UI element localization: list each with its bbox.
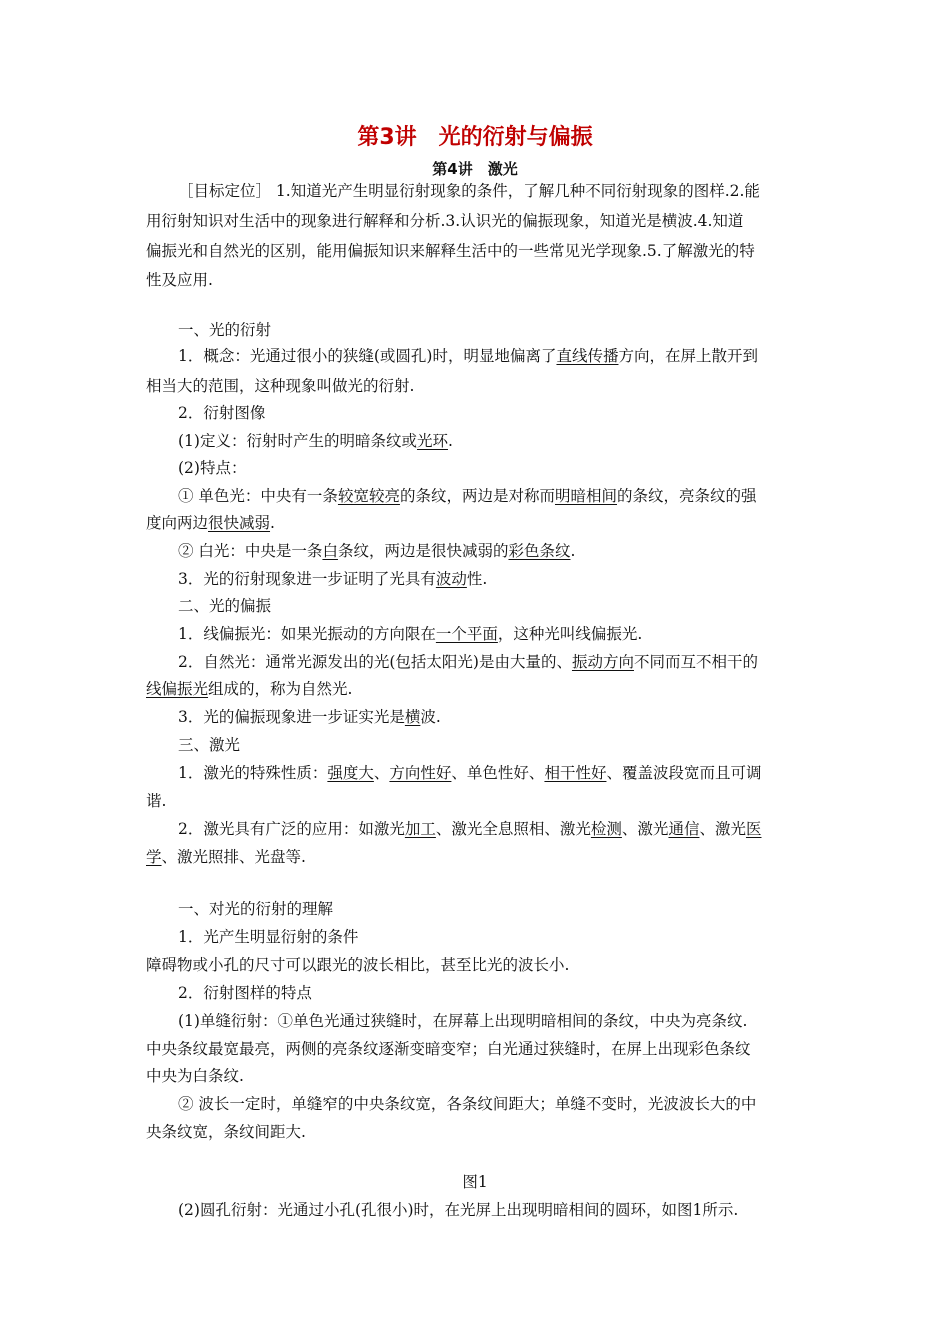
goal-line-3: 偏振光和自然光的区别，能用偏振知识来解释生活中的一些常见光学现象.5.了解激光的特 xyxy=(146,242,755,260)
transverse-wave-line: 3．光的偏振现象进一步证实光是横波. xyxy=(178,708,441,726)
single-slit-line-5: 央条纹宽，条纹间距大. xyxy=(146,1123,306,1141)
goal-line-4: 性及应用. xyxy=(146,271,213,289)
single-slit-line-3: 中央为白条纹. xyxy=(146,1067,244,1085)
diffraction-image-heading: 2．衍射图像 xyxy=(178,404,266,422)
linear-polarized-line: 1．线偏振光：如果光振动的方向限在一个平面，这种光叫线偏振光. xyxy=(178,625,643,643)
natural-light-line-2: 线偏振光组成的，称为自然光. xyxy=(146,680,353,698)
goal-line-1: ［目标定位］ 1.知道光产生明显衍射现象的条件，了解几种不同衍射现象的图样.2.能 xyxy=(178,182,760,200)
page-title: 第3讲 光的衍射与偏振 xyxy=(357,125,593,150)
condition-heading: 1．光产生明显衍射的条件 xyxy=(178,928,359,946)
blank-answer: 线偏振光 xyxy=(146,680,209,698)
blank-answer: 振动方向 xyxy=(571,653,634,671)
page-subtitle: 第4讲 激光 xyxy=(432,160,518,178)
blank-answer: 白 xyxy=(322,542,338,560)
natural-light-line: 2．自然光：通常光源发出的光(包括太阳光)是由大量的、振动方向不同而互不相干的 xyxy=(178,653,758,671)
blank-answer: 医 xyxy=(745,820,762,838)
wave-nature-line: 3．光的衍射现象进一步证明了光具有波动性. xyxy=(178,570,488,588)
blank-answer: 直线传播 xyxy=(556,347,619,365)
laser-applications-line-2: 学、激光照排、光盘等. xyxy=(146,848,306,866)
blank-answer: 一个平面 xyxy=(435,625,498,643)
blank-answer: 彩色条纹 xyxy=(508,542,571,560)
blank-answer: 通信 xyxy=(668,820,700,838)
blank-answer: 方向性好 xyxy=(389,764,452,782)
blank-answer: 相干性好 xyxy=(544,764,607,782)
concept-line-2: 相当大的范围，这种现象叫做光的衍射. xyxy=(146,377,415,395)
section-polarization-heading: 二、光的偏振 xyxy=(178,597,272,615)
blank-answer: 学 xyxy=(146,848,162,866)
blank-answer: 波动 xyxy=(435,570,467,588)
blank-answer: 强度大 xyxy=(327,764,374,782)
blank-answer: 加工 xyxy=(404,820,436,838)
single-slit-line-2: 中央条纹最宽最亮，两侧的亮条纹逐渐变暗变窄；白光通过狭缝时，在屏上出现彩色条纹 xyxy=(146,1040,751,1058)
single-slit-line-1: (1)单缝衍射：①单色光通过狭缝时，在屏幕上出现明暗相间的条纹，中央为亮条纹. xyxy=(178,1012,748,1030)
blank-answer: 较宽较亮 xyxy=(337,487,400,505)
laser-properties-line: 1．激光的特殊性质：强度大、方向性好、单色性好、相干性好、覆盖波段宽而且可调 xyxy=(178,764,762,782)
mono-light-line: ① 单色光：中央有一条较宽较亮的条纹，两边是对称而明暗相间的条纹，亮条纹的强 xyxy=(178,487,757,505)
goal-line-2: 用衍射知识对生活中的现象进行解释和分析.3.认识光的偏振现象，知道光是横波.4.知道 xyxy=(146,212,744,230)
section-understanding-heading: 一、对光的衍射的理解 xyxy=(178,900,334,918)
section-diffraction-heading: 一、光的衍射 xyxy=(178,321,272,339)
blank-answer: 横 xyxy=(404,708,421,726)
pattern-features-heading: 2．衍射图样的特点 xyxy=(178,984,312,1002)
laser-applications-line: 2．激光具有广泛的应用：如激光加工、激光全息照相、激光检测、激光通信、激光医 xyxy=(178,820,762,838)
figure-caption: 图1 xyxy=(462,1173,488,1191)
blank-answer: 检测 xyxy=(590,820,622,838)
circular-hole-line: (2)圆孔衍射：光通过小孔(孔很小)时，在光屏上出现明暗相间的圆环，如图1所示. xyxy=(178,1201,739,1219)
single-slit-line-4: ② 波长一定时，单缝窄的中央条纹宽，各条纹间距大；单缝不变时，光波波长大的中 xyxy=(178,1095,757,1113)
laser-properties-line-2: 谐. xyxy=(146,792,167,810)
definition-line: (1)定义：衍射时产生的明暗条纹或光环. xyxy=(178,432,453,450)
concept-line: 1．概念：光通过很小的狭缝(或圆孔)时，明显地偏离了直线传播方向，在屏上散开到 xyxy=(178,347,758,365)
blank-answer: 很快减弱 xyxy=(208,514,271,532)
condition-body: 障碍物或小孔的尺寸可以跟光的波长相比，甚至比光的波长小. xyxy=(146,956,570,974)
blank-answer: 明暗相间 xyxy=(554,487,617,505)
blank-answer: 光环 xyxy=(416,432,448,450)
white-light-line: ② 白光：中央是一条白条纹，两边是很快减弱的彩色条纹. xyxy=(178,542,576,560)
features-label: (2)特点： xyxy=(178,459,247,477)
mono-light-line-2: 度向两边很快减弱. xyxy=(146,514,275,532)
section-laser-heading: 三、激光 xyxy=(178,736,241,754)
